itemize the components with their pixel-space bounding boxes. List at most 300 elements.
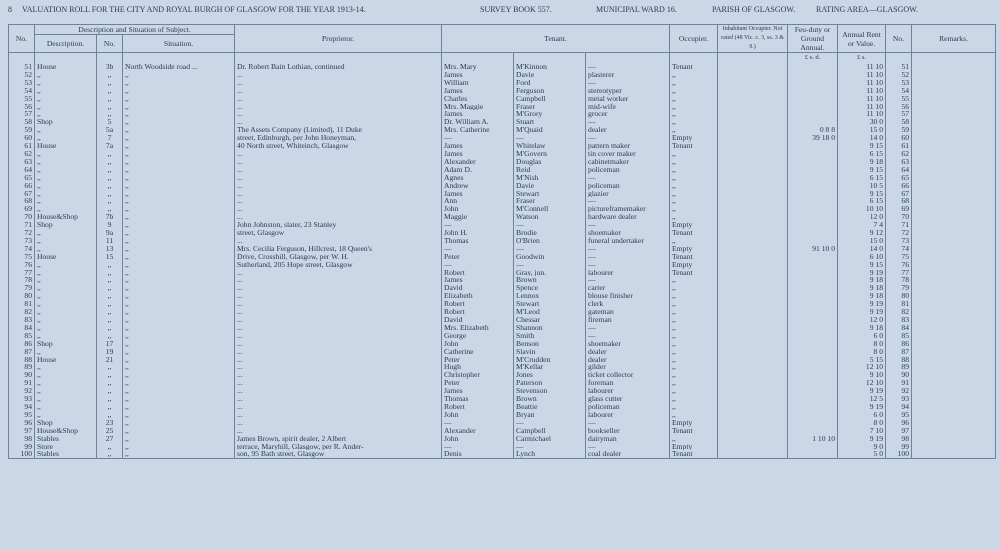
- row-tenant-surname: Spence: [514, 284, 586, 292]
- row-tenant-first-name: David: [442, 284, 514, 292]
- row-feu-duty: [788, 284, 838, 292]
- page-heading: [8, 5, 998, 17]
- row-tenant-occupation: —: [586, 245, 670, 253]
- row-remarks: [912, 95, 996, 103]
- row-number: 61: [9, 142, 35, 150]
- row-annual-rent: 8 0: [838, 348, 886, 356]
- row-situation: ,,: [123, 284, 235, 292]
- row-number-right: 86: [886, 340, 912, 348]
- row-remarks: [912, 371, 996, 379]
- row-tenant-first-name: —: [442, 261, 514, 269]
- table-row: [9, 79, 996, 87]
- table-row: [9, 118, 996, 126]
- row-description: ,,: [35, 174, 97, 182]
- row-situation: ,,: [123, 110, 235, 118]
- table-row: [9, 87, 996, 95]
- row-description: ,,: [35, 190, 97, 198]
- row-occupier: ,,: [670, 387, 718, 395]
- table-row: [9, 300, 996, 308]
- row-description: ,,: [35, 363, 97, 371]
- row-feu-duty: [788, 142, 838, 150]
- row-inhabitant: [718, 253, 788, 261]
- header-remarks: Remarks.: [912, 25, 996, 53]
- row-annual-rent: 9 19: [838, 435, 886, 443]
- row-tenant-surname: Goodwin: [514, 253, 586, 261]
- row-proprietor: ...: [235, 237, 442, 245]
- row-occupier: ,,: [670, 150, 718, 158]
- row-proprietor: 40 North street, Whiteinch, Glasgow: [235, 142, 442, 150]
- row-annual-rent: 9 19: [838, 300, 886, 308]
- row-description: Shop: [35, 221, 97, 229]
- row-tenant-first-name: —: [442, 443, 514, 451]
- row-street-number: ,,: [97, 300, 123, 308]
- row-situation: ,,: [123, 79, 235, 87]
- row-tenant-surname: Campbell: [514, 95, 586, 103]
- table-row: [9, 261, 996, 269]
- row-tenant-first-name: John: [442, 205, 514, 213]
- row-tenant-first-name: —: [442, 419, 514, 427]
- row-tenant-first-name: Christopher: [442, 371, 514, 379]
- row-feu-duty: [788, 411, 838, 419]
- row-situation: ,,: [123, 118, 235, 126]
- row-situation: ,,: [123, 308, 235, 316]
- row-street-number: ,,: [97, 71, 123, 79]
- row-number-right: 64: [886, 166, 912, 174]
- table-row: [9, 316, 996, 324]
- row-tenant-first-name: Peter: [442, 356, 514, 364]
- row-remarks: [912, 103, 996, 111]
- row-number: 98: [9, 435, 35, 443]
- row-proprietor: Mrs. Cecilia Ferguson, Hillcrest, 18 Queen's: [235, 245, 442, 253]
- table-row: [9, 245, 996, 253]
- row-tenant-surname: Jones: [514, 371, 586, 379]
- row-inhabitant: [718, 371, 788, 379]
- row-remarks: [912, 435, 996, 443]
- row-proprietor: street, Glasgow: [235, 229, 442, 237]
- table-row: [9, 174, 996, 182]
- row-occupier: ,,: [670, 182, 718, 190]
- row-street-number: ,,: [97, 450, 123, 458]
- row-number: 67: [9, 190, 35, 198]
- row-tenant-first-name: Adam D.: [442, 166, 514, 174]
- row-street-number: ,,: [97, 316, 123, 324]
- row-feu-duty: [788, 308, 838, 316]
- row-number-right: 54: [886, 87, 912, 95]
- row-inhabitant: [718, 79, 788, 87]
- row-inhabitant: [718, 450, 788, 458]
- row-annual-rent: 5 15: [838, 356, 886, 364]
- row-number-right: 100: [886, 450, 912, 458]
- row-tenant-occupation: —: [586, 79, 670, 87]
- row-situation: ,,: [123, 205, 235, 213]
- row-street-number: ,,: [97, 324, 123, 332]
- row-tenant-first-name: Peter: [442, 253, 514, 261]
- row-annual-rent: 9 15: [838, 166, 886, 174]
- row-tenant-occupation: shoemaker: [586, 340, 670, 348]
- row-tenant-surname: Davie: [514, 71, 586, 79]
- row-proprietor: ...: [235, 95, 442, 103]
- row-feu-duty: [788, 443, 838, 451]
- row-feu-duty: [788, 229, 838, 237]
- header-tenant: Tenant.: [442, 25, 670, 53]
- row-occupier: Tenant: [670, 63, 718, 71]
- row-number: 95: [9, 411, 35, 419]
- row-number-right: 80: [886, 292, 912, 300]
- row-inhabitant: [718, 174, 788, 182]
- row-remarks: [912, 395, 996, 403]
- row-number-right: 60: [886, 134, 912, 142]
- row-tenant-surname: —: [514, 443, 586, 451]
- row-tenant-first-name: George: [442, 332, 514, 340]
- row-number: 80: [9, 292, 35, 300]
- row-street-number: ,,: [97, 363, 123, 371]
- row-feu-duty: [788, 205, 838, 213]
- row-proprietor: ...: [235, 71, 442, 79]
- row-annual-rent: 15 0: [838, 237, 886, 245]
- row-feu-duty: [788, 158, 838, 166]
- row-number: 55: [9, 95, 35, 103]
- table-row: [9, 103, 996, 111]
- row-inhabitant: [718, 419, 788, 427]
- row-description: ,,: [35, 411, 97, 419]
- row-annual-rent: 11 10: [838, 79, 886, 87]
- row-annual-rent: 6 0: [838, 411, 886, 419]
- header-subject: Description and Situation of Subject.: [35, 25, 235, 35]
- row-feu-duty: [788, 292, 838, 300]
- row-inhabitant: [718, 150, 788, 158]
- row-tenant-occupation: dealer: [586, 356, 670, 364]
- row-feu-duty: [788, 63, 838, 71]
- row-number: 94: [9, 403, 35, 411]
- row-annual-rent: 6 0: [838, 332, 886, 340]
- table-row: [9, 269, 996, 277]
- row-situation: ,,: [123, 395, 235, 403]
- row-number: 81: [9, 300, 35, 308]
- row-remarks: [912, 356, 996, 364]
- row-remarks: [912, 443, 996, 451]
- row-description: ,,: [35, 134, 97, 142]
- row-number-right: 52: [886, 71, 912, 79]
- row-remarks: [912, 324, 996, 332]
- table-row: [9, 237, 996, 245]
- row-number: 75: [9, 253, 35, 261]
- row-situation: ,,: [123, 190, 235, 198]
- row-number: 76: [9, 261, 35, 269]
- row-description: ,,: [35, 332, 97, 340]
- row-proprietor: The Assets Company (Limited), 11 Duke: [235, 126, 442, 134]
- row-inhabitant: [718, 118, 788, 126]
- row-tenant-first-name: John: [442, 411, 514, 419]
- row-feu-duty: 39 18 0: [788, 134, 838, 142]
- row-street-number: 9: [97, 221, 123, 229]
- row-inhabitant: [718, 276, 788, 284]
- row-annual-rent: 6 10: [838, 253, 886, 261]
- row-street-number: ,,: [97, 292, 123, 300]
- row-tenant-surname: Watson: [514, 213, 586, 221]
- row-feu-duty: [788, 371, 838, 379]
- row-feu-duty: [788, 95, 838, 103]
- row-annual-rent: 10 10: [838, 205, 886, 213]
- row-number-right: 75: [886, 253, 912, 261]
- row-number-right: 99: [886, 443, 912, 451]
- row-number-right: 53: [886, 79, 912, 87]
- row-street-number: 19: [97, 348, 123, 356]
- row-number: 66: [9, 182, 35, 190]
- row-tenant-surname: Paterson: [514, 379, 586, 387]
- header-situation: Situation.: [123, 35, 235, 53]
- row-inhabitant: [718, 158, 788, 166]
- row-inhabitant: [718, 411, 788, 419]
- row-occupier: ,,: [670, 95, 718, 103]
- row-occupier: ,,: [670, 371, 718, 379]
- row-occupier: ,,: [670, 87, 718, 95]
- row-proprietor: ...: [235, 332, 442, 340]
- row-tenant-first-name: Robert: [442, 308, 514, 316]
- table-row: [9, 229, 996, 237]
- table-row: [9, 63, 996, 71]
- row-number: 83: [9, 316, 35, 324]
- table-row: [9, 403, 996, 411]
- row-description: House: [35, 253, 97, 261]
- row-proprietor: ...: [235, 403, 442, 411]
- row-street-number: 27: [97, 435, 123, 443]
- row-street-number: ,,: [97, 411, 123, 419]
- row-annual-rent: 9 18: [838, 292, 886, 300]
- row-street-number: ,,: [97, 158, 123, 166]
- row-tenant-occupation: policeman: [586, 403, 670, 411]
- row-tenant-surname: Brodie: [514, 229, 586, 237]
- row-feu-duty: [788, 387, 838, 395]
- table-row: [9, 158, 996, 166]
- row-proprietor: ...: [235, 300, 442, 308]
- row-tenant-surname: Ferguson: [514, 87, 586, 95]
- row-tenant-surname: Brown: [514, 395, 586, 403]
- row-occupier: ,,: [670, 340, 718, 348]
- row-inhabitant: [718, 269, 788, 277]
- table-row: [9, 134, 996, 142]
- row-proprietor: ...: [235, 395, 442, 403]
- row-tenant-occupation: fireman: [586, 316, 670, 324]
- row-feu-duty: 91 10 0: [788, 245, 838, 253]
- row-situation: ,,: [123, 411, 235, 419]
- row-feu-duty: [788, 379, 838, 387]
- row-remarks: [912, 63, 996, 71]
- table-row: [9, 110, 996, 118]
- row-tenant-occupation: funeral undertaker: [586, 237, 670, 245]
- row-situation: ,,: [123, 221, 235, 229]
- row-remarks: [912, 284, 996, 292]
- row-remarks: [912, 126, 996, 134]
- row-tenant-surname: Douglas: [514, 158, 586, 166]
- row-description: Store: [35, 443, 97, 451]
- row-number-right: 83: [886, 316, 912, 324]
- row-inhabitant: [718, 182, 788, 190]
- row-inhabitant: [718, 363, 788, 371]
- row-remarks: [912, 387, 996, 395]
- row-number: 100: [9, 450, 35, 458]
- row-occupier: ,,: [670, 435, 718, 443]
- table-row: [9, 324, 996, 332]
- row-inhabitant: [718, 403, 788, 411]
- row-street-number: 7: [97, 134, 123, 142]
- row-number: 62: [9, 150, 35, 158]
- row-inhabitant: [718, 261, 788, 269]
- row-street-number: 23: [97, 419, 123, 427]
- table-row: [9, 205, 996, 213]
- row-description: ,,: [35, 150, 97, 158]
- row-tenant-occupation: labourer: [586, 269, 670, 277]
- row-occupier: ,,: [670, 158, 718, 166]
- row-situation: ,,: [123, 443, 235, 451]
- row-number: 58: [9, 118, 35, 126]
- row-situation: ,,: [123, 419, 235, 427]
- row-occupier: ,,: [670, 110, 718, 118]
- row-occupier: ,,: [670, 332, 718, 340]
- row-tenant-first-name: James: [442, 110, 514, 118]
- row-inhabitant: [718, 324, 788, 332]
- row-street-number: ,,: [97, 261, 123, 269]
- row-tenant-first-name: Denis: [442, 450, 514, 458]
- row-number-right: 61: [886, 142, 912, 150]
- page-number: 8: [8, 5, 12, 14]
- table-row: [9, 182, 996, 190]
- row-street-number: 5a: [97, 126, 123, 134]
- row-inhabitant: [718, 245, 788, 253]
- row-proprietor: ...: [235, 182, 442, 190]
- row-annual-rent: 11 10: [838, 95, 886, 103]
- row-annual-rent: 11 10: [838, 103, 886, 111]
- row-number: 97: [9, 427, 35, 435]
- row-description: ,,: [35, 126, 97, 134]
- table-body: [9, 53, 996, 459]
- row-feu-duty: [788, 276, 838, 284]
- row-proprietor: ...: [235, 411, 442, 419]
- row-tenant-first-name: Robert: [442, 403, 514, 411]
- row-street-number: ,,: [97, 284, 123, 292]
- table-row: [9, 308, 996, 316]
- table-row: [9, 197, 996, 205]
- row-occupier: Tenant: [670, 450, 718, 458]
- row-situation: ,,: [123, 213, 235, 221]
- row-tenant-first-name: Mrs. Elizabeth: [442, 324, 514, 332]
- row-tenant-occupation: mid-wife: [586, 103, 670, 111]
- row-remarks: [912, 158, 996, 166]
- row-annual-rent: 9 15: [838, 261, 886, 269]
- row-tenant-occupation: —: [586, 174, 670, 182]
- row-number: 85: [9, 332, 35, 340]
- row-tenant-occupation: labourer: [586, 411, 670, 419]
- row-street-number: ,,: [97, 379, 123, 387]
- row-number-right: 84: [886, 324, 912, 332]
- row-tenant-first-name: Agnes: [442, 174, 514, 182]
- row-description: ,,: [35, 110, 97, 118]
- row-remarks: [912, 253, 996, 261]
- row-tenant-occupation: —: [586, 134, 670, 142]
- row-tenant-surname: M'Kinnon: [514, 63, 586, 71]
- row-occupier: Empty: [670, 221, 718, 229]
- row-street-number: ,,: [97, 87, 123, 95]
- row-proprietor: ...: [235, 419, 442, 427]
- row-proprietor: ...: [235, 197, 442, 205]
- row-situation: ,,: [123, 134, 235, 142]
- row-occupier: ,,: [670, 316, 718, 324]
- row-remarks: [912, 142, 996, 150]
- row-proprietor: ...: [235, 87, 442, 95]
- row-number: 91: [9, 379, 35, 387]
- row-tenant-first-name: —: [442, 245, 514, 253]
- row-occupier: ,,: [670, 166, 718, 174]
- row-tenant-surname: M'Kellar: [514, 363, 586, 371]
- row-remarks: [912, 71, 996, 79]
- row-tenant-surname: Brown: [514, 276, 586, 284]
- row-inhabitant: [718, 229, 788, 237]
- row-number-right: 85: [886, 332, 912, 340]
- row-number-right: 59: [886, 126, 912, 134]
- row-tenant-surname: Ford: [514, 79, 586, 87]
- row-tenant-surname: Stuart: [514, 118, 586, 126]
- row-number-right: 71: [886, 221, 912, 229]
- header-feu-duty: Feu-duty or Ground Annual.: [788, 25, 838, 53]
- row-proprietor: Sutherland, 205 Hope street, Glasgow: [235, 261, 442, 269]
- row-annual-rent: 9 19: [838, 387, 886, 395]
- row-tenant-first-name: Mrs. Mary: [442, 63, 514, 71]
- table-row: [9, 363, 996, 371]
- row-tenant-occupation: —: [586, 221, 670, 229]
- row-tenant-surname: Stewart: [514, 190, 586, 198]
- row-occupier: ,,: [670, 300, 718, 308]
- parish: PARISH OF GLASGOW.: [712, 5, 796, 14]
- row-remarks: [912, 110, 996, 118]
- row-annual-rent: 9 19: [838, 308, 886, 316]
- row-situation: ,,: [123, 269, 235, 277]
- row-description: ,,: [35, 261, 97, 269]
- row-situation: ,,: [123, 276, 235, 284]
- row-inhabitant: [718, 300, 788, 308]
- row-remarks: [912, 403, 996, 411]
- row-number-right: 51: [886, 63, 912, 71]
- row-number: 93: [9, 395, 35, 403]
- feu-units: £ s. d.: [788, 53, 838, 64]
- row-street-number: 17: [97, 340, 123, 348]
- row-annual-rent: 12 0: [838, 213, 886, 221]
- row-situation: ,,: [123, 427, 235, 435]
- row-inhabitant: [718, 110, 788, 118]
- row-feu-duty: [788, 324, 838, 332]
- row-description: ,,: [35, 229, 97, 237]
- row-number: 64: [9, 166, 35, 174]
- row-tenant-occupation: dairyman: [586, 435, 670, 443]
- row-annual-rent: 11 10: [838, 110, 886, 118]
- row-tenant-first-name: James: [442, 87, 514, 95]
- row-proprietor: ...: [235, 363, 442, 371]
- row-number-right: 56: [886, 103, 912, 111]
- header-description: Description.: [35, 35, 97, 53]
- row-number: 57: [9, 110, 35, 118]
- row-tenant-first-name: Hugh: [442, 363, 514, 371]
- row-number: 79: [9, 284, 35, 292]
- row-tenant-surname: Gray, jun.: [514, 269, 586, 277]
- row-description: ,,: [35, 237, 97, 245]
- row-description: ,,: [35, 348, 97, 356]
- row-occupier: ,,: [670, 411, 718, 419]
- row-inhabitant: [718, 340, 788, 348]
- row-situation: ,,: [123, 182, 235, 190]
- table-row: [9, 387, 996, 395]
- row-number-right: 78: [886, 276, 912, 284]
- row-tenant-occupation: plasterer: [586, 71, 670, 79]
- row-inhabitant: [718, 71, 788, 79]
- row-occupier: ,,: [670, 379, 718, 387]
